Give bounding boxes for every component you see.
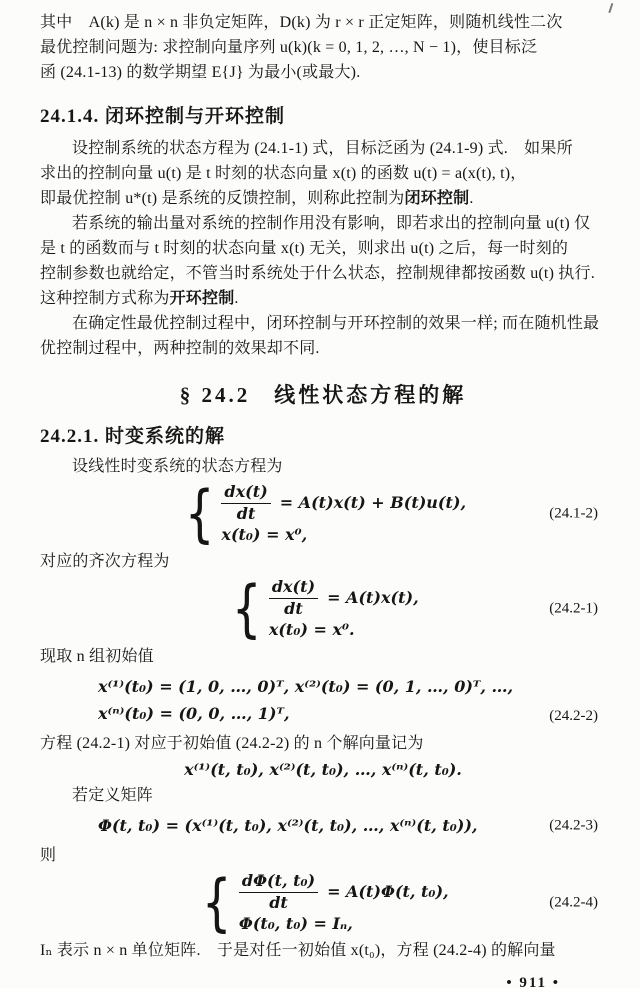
fraction-denominator: dt bbox=[269, 893, 288, 912]
fraction-numerator: dx(t) bbox=[221, 483, 270, 504]
text-segment: . bbox=[469, 190, 474, 207]
text-line: 控制参数也就给定，不管当时系统处于什么状态，控制规律都按函数 u(t) 执行. bbox=[40, 265, 595, 282]
text-line: 最优控制问题为: 求控制向量序列 u(k)(k = 0, 1, 2, …, N − 1)，使目标泛 bbox=[40, 39, 538, 56]
lead-initial-values: 现取 n 组初始值 bbox=[40, 648, 154, 665]
fraction bbox=[239, 872, 318, 912]
equation-line bbox=[221, 483, 466, 523]
paragraph-identity-matrix: Iₙ 表示 n × n 单位矩阵. 于是对任一初始值 x(t₀)，方程 (24.2-4) 的解向量 bbox=[40, 942, 556, 959]
text-segment: . bbox=[234, 290, 239, 307]
fraction-denominator: dt bbox=[284, 599, 303, 618]
equation-number: (24.2-3) bbox=[549, 817, 598, 833]
text-line: 求出的控制向量 u(t) 是 t 时刻的状态向量 x(t) 的函数 u(t) = a(x(t), t)， bbox=[40, 165, 527, 182]
equation-body bbox=[227, 572, 419, 645]
text-line: 在确定性最优控制过程中，闭环控制与开环控制的效果一样; 而在随机性最 bbox=[72, 315, 600, 332]
term-closed-loop-control: 闭环控制 bbox=[404, 190, 470, 207]
equation-line: Φ(t₀, t₀) = Iₙ, bbox=[238, 914, 353, 933]
equation-24-2-2 bbox=[40, 673, 606, 727]
equation-number: (24.1-2) bbox=[549, 505, 598, 522]
equation-rhs: = A(t)Φ(t, t₀), bbox=[327, 881, 449, 901]
text-segment: 即最优控制 u*(t) 是系统的反馈控制，则称此控制为 bbox=[40, 190, 405, 207]
lead-solution-vectors: 方程 (24.2-1) 对应于初始值 (24.2-2) 的 n 个解向量记为 bbox=[40, 735, 424, 752]
left-brace-glyph: { bbox=[202, 866, 232, 939]
equation-line bbox=[239, 872, 449, 912]
fraction bbox=[269, 578, 318, 618]
equation-rhs: = A(t)x(t) + B(t)u(t), bbox=[279, 492, 467, 512]
equation-number: (24.2-1) bbox=[549, 600, 598, 617]
text-line: 函 (24.1-13) 的数学期望 E{J} 为最小(或最大). bbox=[40, 64, 361, 81]
text-line: 若系统的输出量对系统的控制作用没有影响，即若求出的控制向量 u(t) 仅 bbox=[72, 215, 591, 232]
fraction bbox=[221, 483, 270, 523]
equation-24-2-4 bbox=[40, 866, 606, 939]
equation-line: x(t₀) = x⁰, bbox=[221, 525, 308, 544]
equation-line: x⁽ⁿ⁾(t₀) = (0, 0, …, 1)ᵀ, bbox=[98, 704, 290, 723]
text-line: 是 t 的函数而与 t 时刻的状态向量 x(t) 无关，则求出 u(t) 之后，每一时刻的 bbox=[40, 240, 569, 257]
lead-define-matrix: 若定义矩阵 bbox=[72, 787, 154, 804]
equation-line: x⁽¹⁾(t₀) = (1, 0, …, 0)ᵀ, x⁽²⁾(t₀) = (0, 1, …, 0)ᵀ, …, bbox=[98, 677, 514, 696]
equation-24-2-3 bbox=[40, 812, 606, 839]
lead-timevar: 设线性时变系统的状态方程为 bbox=[72, 458, 283, 475]
page-number: • 911 • bbox=[506, 975, 560, 988]
paragraph-closed-loop bbox=[40, 136, 606, 211]
equation-24-1-2 bbox=[40, 477, 606, 550]
fraction-numerator: dx(t) bbox=[269, 578, 318, 599]
paragraph-stochastic-lq bbox=[40, 10, 606, 85]
equation-number: (24.2-2) bbox=[549, 708, 598, 724]
text-line: 优控制过程中，两种控制的效果却不同. bbox=[40, 340, 320, 357]
section-heading-24-2-1: 24.2.1. 时变系统的解 bbox=[40, 426, 226, 447]
text-line: 其中 A(k) 是 n × n 非负定矩阵，D(k) 为 r × r 正定矩阵，则随机线性二次 bbox=[40, 14, 563, 31]
left-brace-glyph: { bbox=[184, 477, 215, 550]
section-heading-24-1-4: 24.1.4. 闭环控制与开环控制 bbox=[40, 106, 286, 127]
text-line bbox=[40, 286, 606, 311]
fraction-denominator: dt bbox=[236, 504, 256, 523]
left-brace-glyph: { bbox=[232, 572, 262, 645]
text-line bbox=[40, 186, 606, 211]
lead-homogeneous: 对应的齐次方程为 bbox=[40, 553, 170, 570]
section-heading-24-2: § 24.2 线性状态方程的解 bbox=[179, 383, 467, 407]
paragraph-comparison bbox=[40, 311, 606, 361]
equation-line bbox=[269, 578, 419, 618]
lead-then: 则 bbox=[40, 847, 57, 864]
fraction-numerator: dΦ(t, t₀) bbox=[239, 872, 318, 893]
equation-number: (24.2-4) bbox=[549, 894, 598, 911]
equation-body bbox=[180, 477, 467, 550]
paragraph-open-loop bbox=[40, 211, 606, 311]
equation-line: x(t₀) = x⁰. bbox=[268, 620, 355, 639]
equation-24-2-1 bbox=[40, 572, 606, 645]
equation-body bbox=[197, 866, 449, 939]
text-line: 设控制系统的状态方程为 (24.1-1) 式，目标泛函为 (24.1-9) 式. 如果所 bbox=[72, 140, 573, 157]
solution-vectors-line: x⁽¹⁾(t, t₀), x⁽²⁾(t, t₀), …, x⁽ⁿ⁾(t, t₀). bbox=[184, 760, 462, 779]
equation-rhs: = A(t)x(t), bbox=[327, 587, 419, 607]
equation-line: Φ(t, t₀) = (x⁽¹⁾(t, t₀), x⁽²⁾(t, t₀), …, x⁽ⁿ⁾(t, t₀)), bbox=[98, 816, 478, 835]
text-segment: 这种控制方式称为 bbox=[40, 290, 170, 307]
term-open-loop-control: 开环控制 bbox=[169, 290, 235, 307]
